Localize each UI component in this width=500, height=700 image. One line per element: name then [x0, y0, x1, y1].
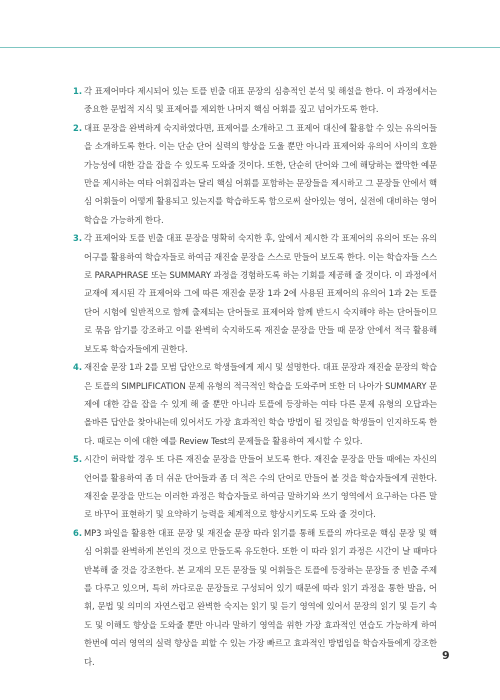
item-text: 시간이 허락할 경우 또 다른 재진술 문장을 만들어 보도록 한다. 재진술 문장을 만들 때에는 자신의 언어를 활용하여 좀 더 쉬운 단어들과 좀 더 적은 수의 단어로 만들어 볼 것을 학습자들에게 권한다. 재진술 문장을 만드는 이러한 과정은 학습자들로 하여금 말하기와 쓰기 영역에서 요구하는 다른 말로 바꾸어 표현하기 및 요약하기 능력을 체계적으로 향상시키도록 도와 줄 것이다. — [84, 454, 437, 520]
list-item-6 — [73, 524, 437, 671]
item-text: MP3 파일을 활용한 대표 문장 및 재진술 문장 따라 읽기를 통해 토플의 까다로운 핵심 문장 및 핵심 어휘를 완벽하게 본인의 것으로 만들도록 유도한다. 또한 이 따라 읽기 과정은 시간이 날 때마다 반복해 줄 것을 강조한다. 본 교재의 모든 문장들 및 어휘들은 토플에 등장하는 문장들 중 빈출 주제를 다루고 있으며, 특히 까다로운 문장들로 구성되어 있기 때문에 따라 읽기 과정을 통한 발음, 어휘, 문법 및 의미의 자연스럽고 완벽한 숙지는 읽기 및 듣기 영역에 있어서 문장의 읽기 및 듣기 속도 및 이해도 향상을 도와줄 뿐만 아니라 말하기 영역을 위한 가장 효과적인 연습도 가능하게 하여 한번에 여러 영역의 실력 향상을 꾀할 수 있는 가장 빠르고 효과적인 방법임을 학습자들에게 강조한다. — [84, 527, 437, 667]
item-text: 각 표제어와 토플 빈출 대표 문장을 명확히 숙지한 후, 앞에서 제시한 각 표제어의 유의어 또는 유의 어구를 활용하여 학습자들로 하여금 재진술 문장을 스스로 만들어 보도록 한다. 이는 학습자들 스스로 PARAPHRASE 또는 SUMMARY 과정을 경험하도록 하는 기회를 제공해 줄 것이다. 이 과정에서 교재에 제시된 각 표제어와 그에 따른 재진술 문장 1과 2에 사용된 표제어의 유의어 1과 2는 토플 단어 시험에 일반적으로 함께 출제되는 단어들로 표제어와 함께 반드시 숙지해야 하는 단어들이므로 묶음 암기를 강조하고 이를 완벽히 숙지하도록 재진술 문장을 만들 때 문장 안에서 적극 활용해 보도록 학습자들에게 권한다. — [84, 233, 437, 354]
item-number: 1. — [73, 86, 83, 96]
item-number: 3. — [73, 233, 83, 244]
item-number: 5. — [73, 454, 83, 465]
item-number: 4. — [73, 362, 83, 373]
item-number: 2. — [73, 122, 83, 133]
list-item-1 — [73, 82, 437, 119]
list-item-3 — [73, 229, 437, 358]
list-item-2 — [73, 119, 437, 229]
list-item-4 — [73, 358, 437, 450]
item-text: 대표 문장을 완벽하게 숙지하였다면, 표제어를 소개하고 그 표제어 대신에 활용할 수 있는 유의어들을 소개하도록 한다. 이는 단순 단어 실력의 향상을 도울 뿐만 아니라 표제어와 유의어 사이의 호환 가능성에 대한 감을 잡을 수 있도록 도와줄 것이다. 또한, 단순히 단어와 그에 해당하는 짤막한 예문 만을 제시하는 여타 어휘집과는 달리 핵심 어휘를 포함하는 문장들을 제시하고 그 문장들 안에서 핵심 어휘들이 어떻게 활용되고 있는지를 학습하도록 함으로써 살아있는 영어, 실전에 대비하는 영어 학습을 가능하게 한다. — [84, 122, 437, 225]
list-item-5 — [73, 450, 437, 524]
instruction-list — [73, 82, 437, 671]
item-text: 각 표제어마다 제시되어 있는 토플 빈출 대표 문장의 심층적인 분석 및 해설을 한다. 이 과정에서는 중요한 문법적 지식 및 표제어를 제외한 나머지 핵심 어휘를 짚고 넘어가도록 한다. — [84, 86, 437, 115]
header-rule — [0, 47, 500, 48]
page-number: 9 — [442, 649, 450, 662]
item-text: 재진술 문장 1과 2를 모범 답안으로 학생들에게 제시 및 설명한다. 대표 문장과 재진술 문장의 학습은 토플의 SIMPLIFICATION 문제 유형의 적극적인 학습을 도와주며 또한 더 나아가 SUMMARY 문제에 대한 감을 잡을 수 있게 해 줄 뿐만 아니라 토플에 등장하는 여타 다른 문제 유형의 오답과는 올바른 답안을 찾아내는데 있어서도 가장 효과적인 학습 방법이 될 것임을 학생들이 인지하도록 한다. 때로는 이에 대한 예를 Review Test의 문제들을 활용하여 제시할 수 있다. — [84, 362, 437, 446]
item-number: 6. — [73, 527, 83, 538]
